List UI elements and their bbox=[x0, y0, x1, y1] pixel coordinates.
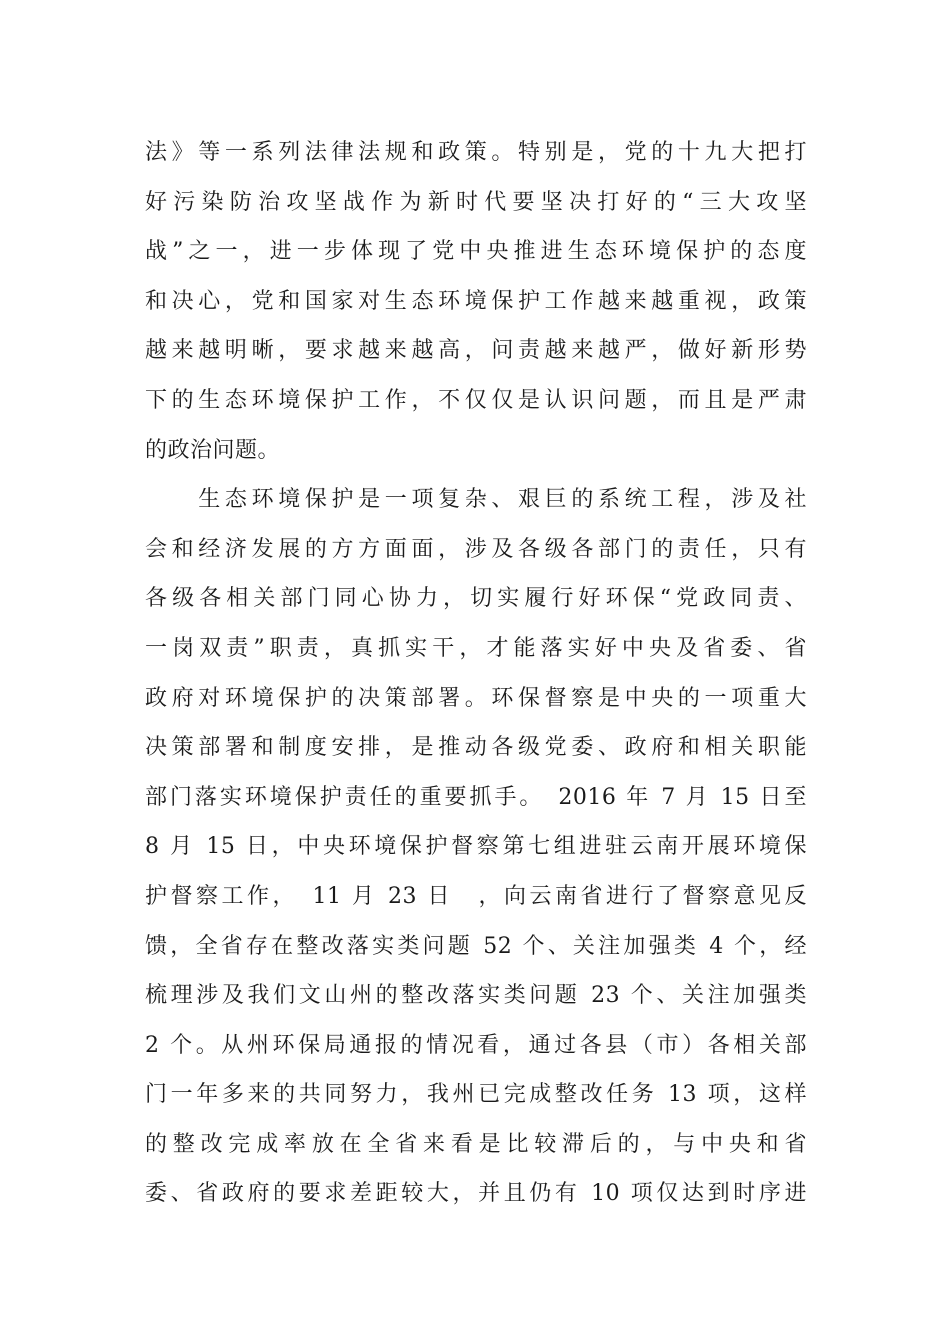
text-line: 决策部署和制度安排，是推动各级党委、政府和相关职能 bbox=[145, 735, 807, 761]
text-line: 一岗双责”职责，真抓实干，才能落实好中央及省委、省 bbox=[145, 635, 807, 661]
text-line: 部门落实环境保护责任的重要抓手。 2016 年 7 月 15 日至 bbox=[145, 784, 807, 810]
document-body bbox=[145, 128, 807, 1219]
text-line: 的政治问题。 bbox=[145, 437, 281, 463]
text-line: 会和经济发展的方方面面，涉及各级各部门的责任，只有 bbox=[145, 536, 807, 562]
text-line: 2 个。从州环保局通报的情况看，通过各县（市）各相关部 bbox=[145, 1032, 807, 1058]
text-line: 好污染防治攻坚战作为新时代要坚决打好的“三大攻坚 bbox=[145, 189, 807, 215]
text-line: 的整改完成率放在全省来看是比较滞后的，与中央和省 bbox=[145, 1131, 807, 1157]
paragraph-2 bbox=[145, 475, 807, 1219]
text-line: 越来越明晰，要求越来越高，问责越来越严，做好新形势 bbox=[145, 338, 807, 364]
text-line: 下的生态环境保护工作，不仅仅是认识问题，而且是严肃 bbox=[145, 387, 807, 413]
text-line: 政府对环境保护的决策部署。环保督察是中央的一项重大 bbox=[145, 685, 807, 711]
text-line: 法》等一系列法律法规和政策。特别是，党的十九大把打 bbox=[145, 140, 807, 165]
text-line: 生态环境保护是一项复杂、艰巨的系统工程，涉及社 bbox=[145, 487, 807, 513]
text-line: 各级各相关部门同心协力，切实履行好环保“党政同责、 bbox=[145, 586, 807, 612]
paragraph-1 bbox=[145, 128, 807, 475]
text-line: 门一年多来的共同努力，我州已完成整改任务 13 项，这样 bbox=[145, 1082, 807, 1108]
text-line: 战”之一，进一步体现了党中央推进生态环境保护的态度 bbox=[145, 239, 807, 265]
text-line: 护督察工作， 11 月 23 日 ，向云南省进行了督察意见反 bbox=[145, 883, 807, 909]
text-line: 8 月 15 日，中央环境保护督察第七组进驻云南开展环境保 bbox=[145, 834, 807, 860]
text-line: 馈，全省存在整改落实类问题 52 个、关注加强类 4 个，经 bbox=[145, 933, 807, 959]
text-line: 梳理涉及我们文山州的整改落实类问题 23 个、关注加强类 bbox=[145, 983, 807, 1009]
text-line: 委、省政府的要求差距较大，并且仍有 10 项仅达到时序进 bbox=[145, 1181, 807, 1207]
text-line: 和决心，党和国家对生态环境保护工作越来越重视，政策 bbox=[145, 288, 807, 314]
